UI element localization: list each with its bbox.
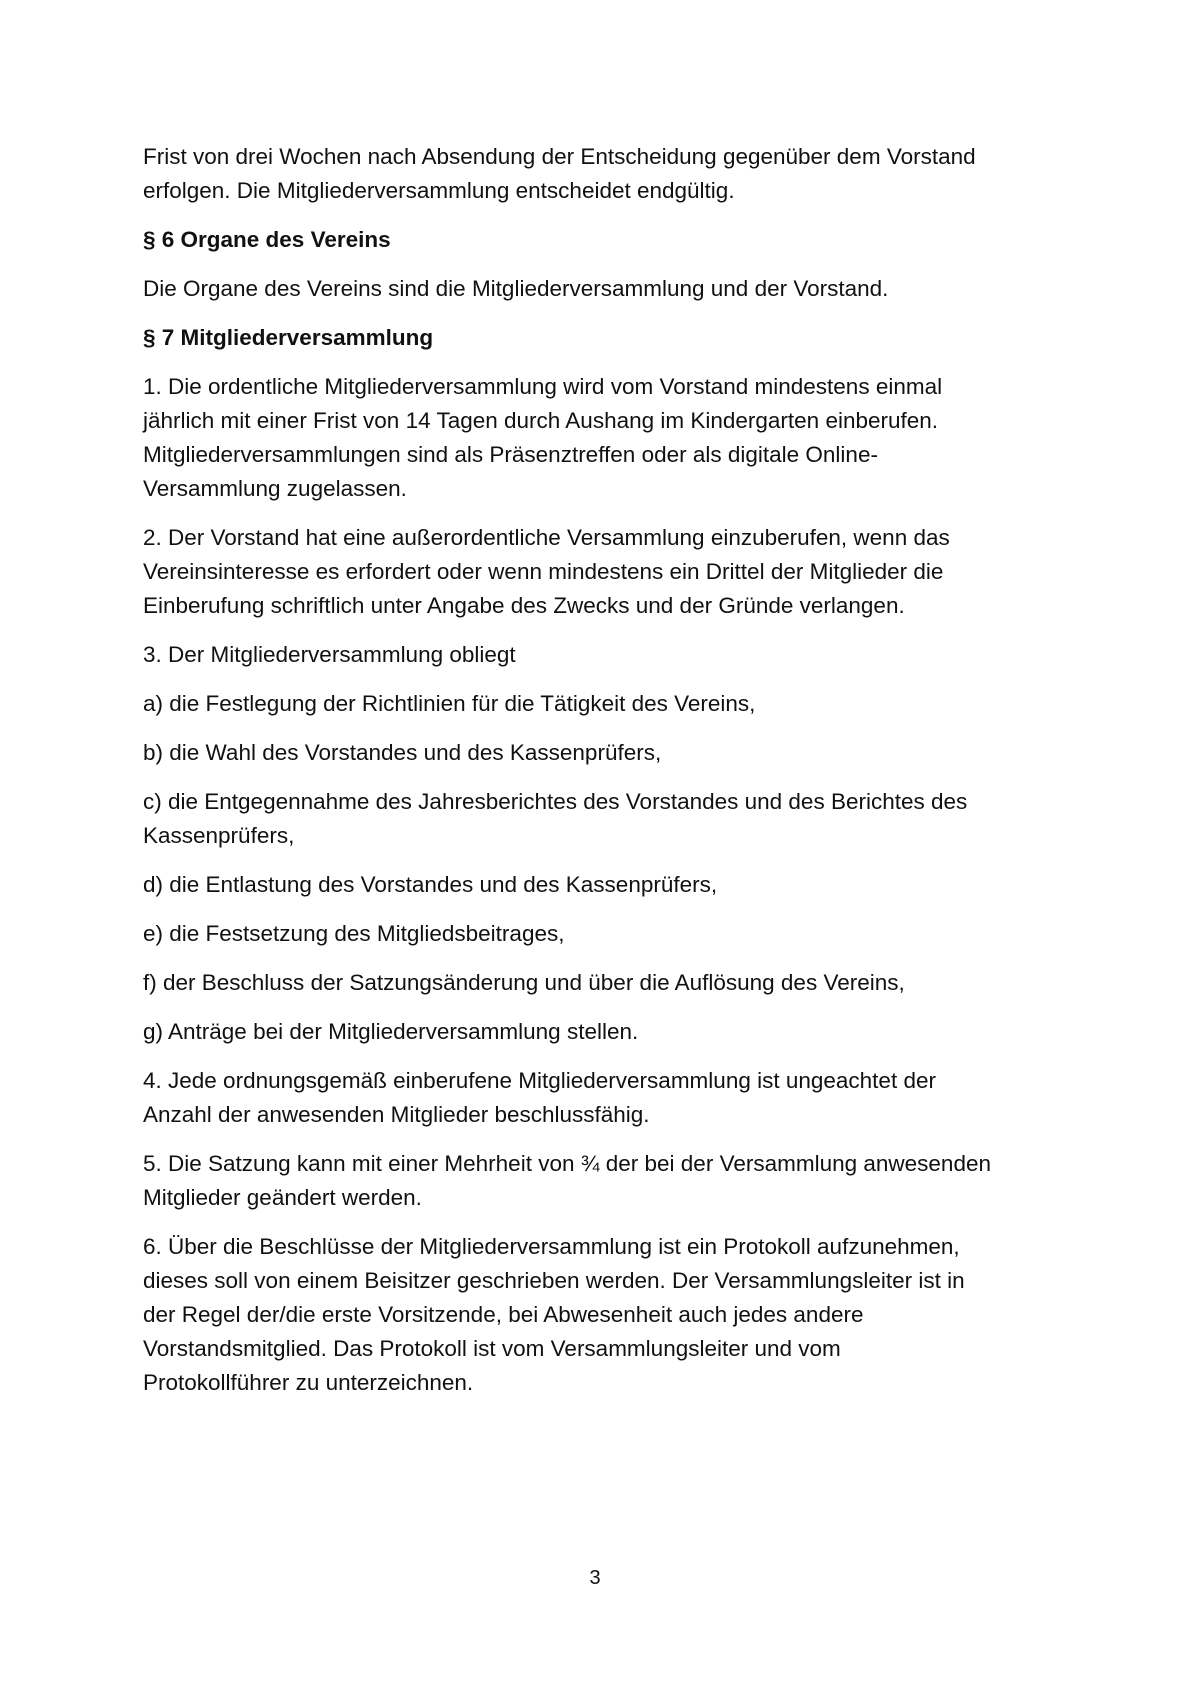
text-line: dieses soll von einem Beisitzer geschrieben werden. Der Versammlungsleiter ist in <box>143 1268 965 1293</box>
text-line: 6. Über die Beschlüsse der Mitgliederversammlung ist ein Protokoll aufzunehmen, <box>143 1234 960 1259</box>
text-line: Protokollführer zu unterzeichnen. <box>143 1370 474 1395</box>
paragraph <box>143 1064 1063 1132</box>
text-line: 1. Die ordentliche Mitgliederversammlung wird vom Vorstand mindestens einmal <box>143 374 943 399</box>
text-line: Mitgliederversammlungen sind als Präsenztreffen oder als digitale Online- <box>143 442 878 467</box>
text-line: Versammlung zugelassen. <box>143 476 407 501</box>
text-line: Die Organe des Vereins sind die Mitgliederversammlung und der Vorstand. <box>143 276 889 301</box>
paragraph <box>143 140 1063 208</box>
paragraph <box>143 272 1063 306</box>
text-line: f) der Beschluss der Satzungsänderung und über die Auflösung des Vereins, <box>143 970 905 995</box>
page-number: 3 <box>589 1567 601 1589</box>
text-line: 2. Der Vorstand hat eine außerordentliche Versammlung einzuberufen, wenn das <box>143 525 950 550</box>
text-line: 3. Der Mitgliederversammlung obliegt <box>143 642 516 667</box>
paragraph <box>143 1230 1063 1400</box>
text-line: Kassenprüfers, <box>143 823 295 848</box>
text-line: jährlich mit einer Frist von 14 Tagen durch Aushang im Kindergarten einberufen. <box>143 408 939 433</box>
text-line: Mitglieder geändert werden. <box>143 1185 422 1210</box>
paragraph <box>143 966 1063 1000</box>
paragraph <box>143 868 1063 902</box>
paragraph <box>143 785 1063 853</box>
paragraph <box>143 917 1063 951</box>
paragraph <box>143 736 1063 770</box>
text-line: d) die Entlastung des Vorstandes und des Kassenprüfers, <box>143 872 718 897</box>
paragraph <box>143 370 1063 506</box>
text-line: e) die Festsetzung des Mitgliedsbeitrages, <box>143 921 565 946</box>
text-line: Frist von drei Wochen nach Absendung der Entscheidung gegenüber dem Vorstand <box>143 144 976 169</box>
text-line: Anzahl der anwesenden Mitglieder beschlussfähig. <box>143 1102 650 1127</box>
text-line: Vereinsinteresse es erfordert oder wenn mindestens ein Drittel der Mitglieder die <box>143 559 944 584</box>
text-line: 4. Jede ordnungsgemäß einberufene Mitgliederversammlung ist ungeachtet der <box>143 1068 936 1093</box>
text-line: § 7 Mitgliederversammlung <box>143 325 434 350</box>
paragraph <box>143 1147 1063 1215</box>
text-line: § 6 Organe des Vereins <box>143 227 391 252</box>
text-line: a) die Festlegung der Richtlinien für die Tätigkeit des Vereins, <box>143 691 756 716</box>
text-line: b) die Wahl des Vorstandes und des Kassenprüfers, <box>143 740 662 765</box>
paragraph <box>143 521 1063 623</box>
text-line: der Regel der/die erste Vorsitzende, bei Abwesenheit auch jedes andere <box>143 1302 864 1327</box>
text-line: Vorstandsmitglied. Das Protokoll ist vom Versammlungsleiter und vom <box>143 1336 841 1361</box>
paragraph <box>143 638 1063 672</box>
text-line: 5. Die Satzung kann mit einer Mehrheit von ¾ der bei der Versammlung anwesenden <box>143 1151 991 1176</box>
section-heading <box>143 223 1063 257</box>
text-line: erfolgen. Die Mitgliederversammlung entscheidet endgültig. <box>143 178 735 203</box>
paragraph <box>143 1015 1063 1049</box>
text-line: c) die Entgegennahme des Jahresberichtes des Vorstandes und des Berichtes des <box>143 789 968 814</box>
section-heading <box>143 321 1063 355</box>
paragraph <box>143 687 1063 721</box>
text-line: Einberufung schriftlich unter Angabe des Zwecks und der Gründe verlangen. <box>143 593 905 618</box>
document-body <box>143 140 1063 1415</box>
text-line: g) Anträge bei der Mitgliederversammlung stellen. <box>143 1019 639 1044</box>
